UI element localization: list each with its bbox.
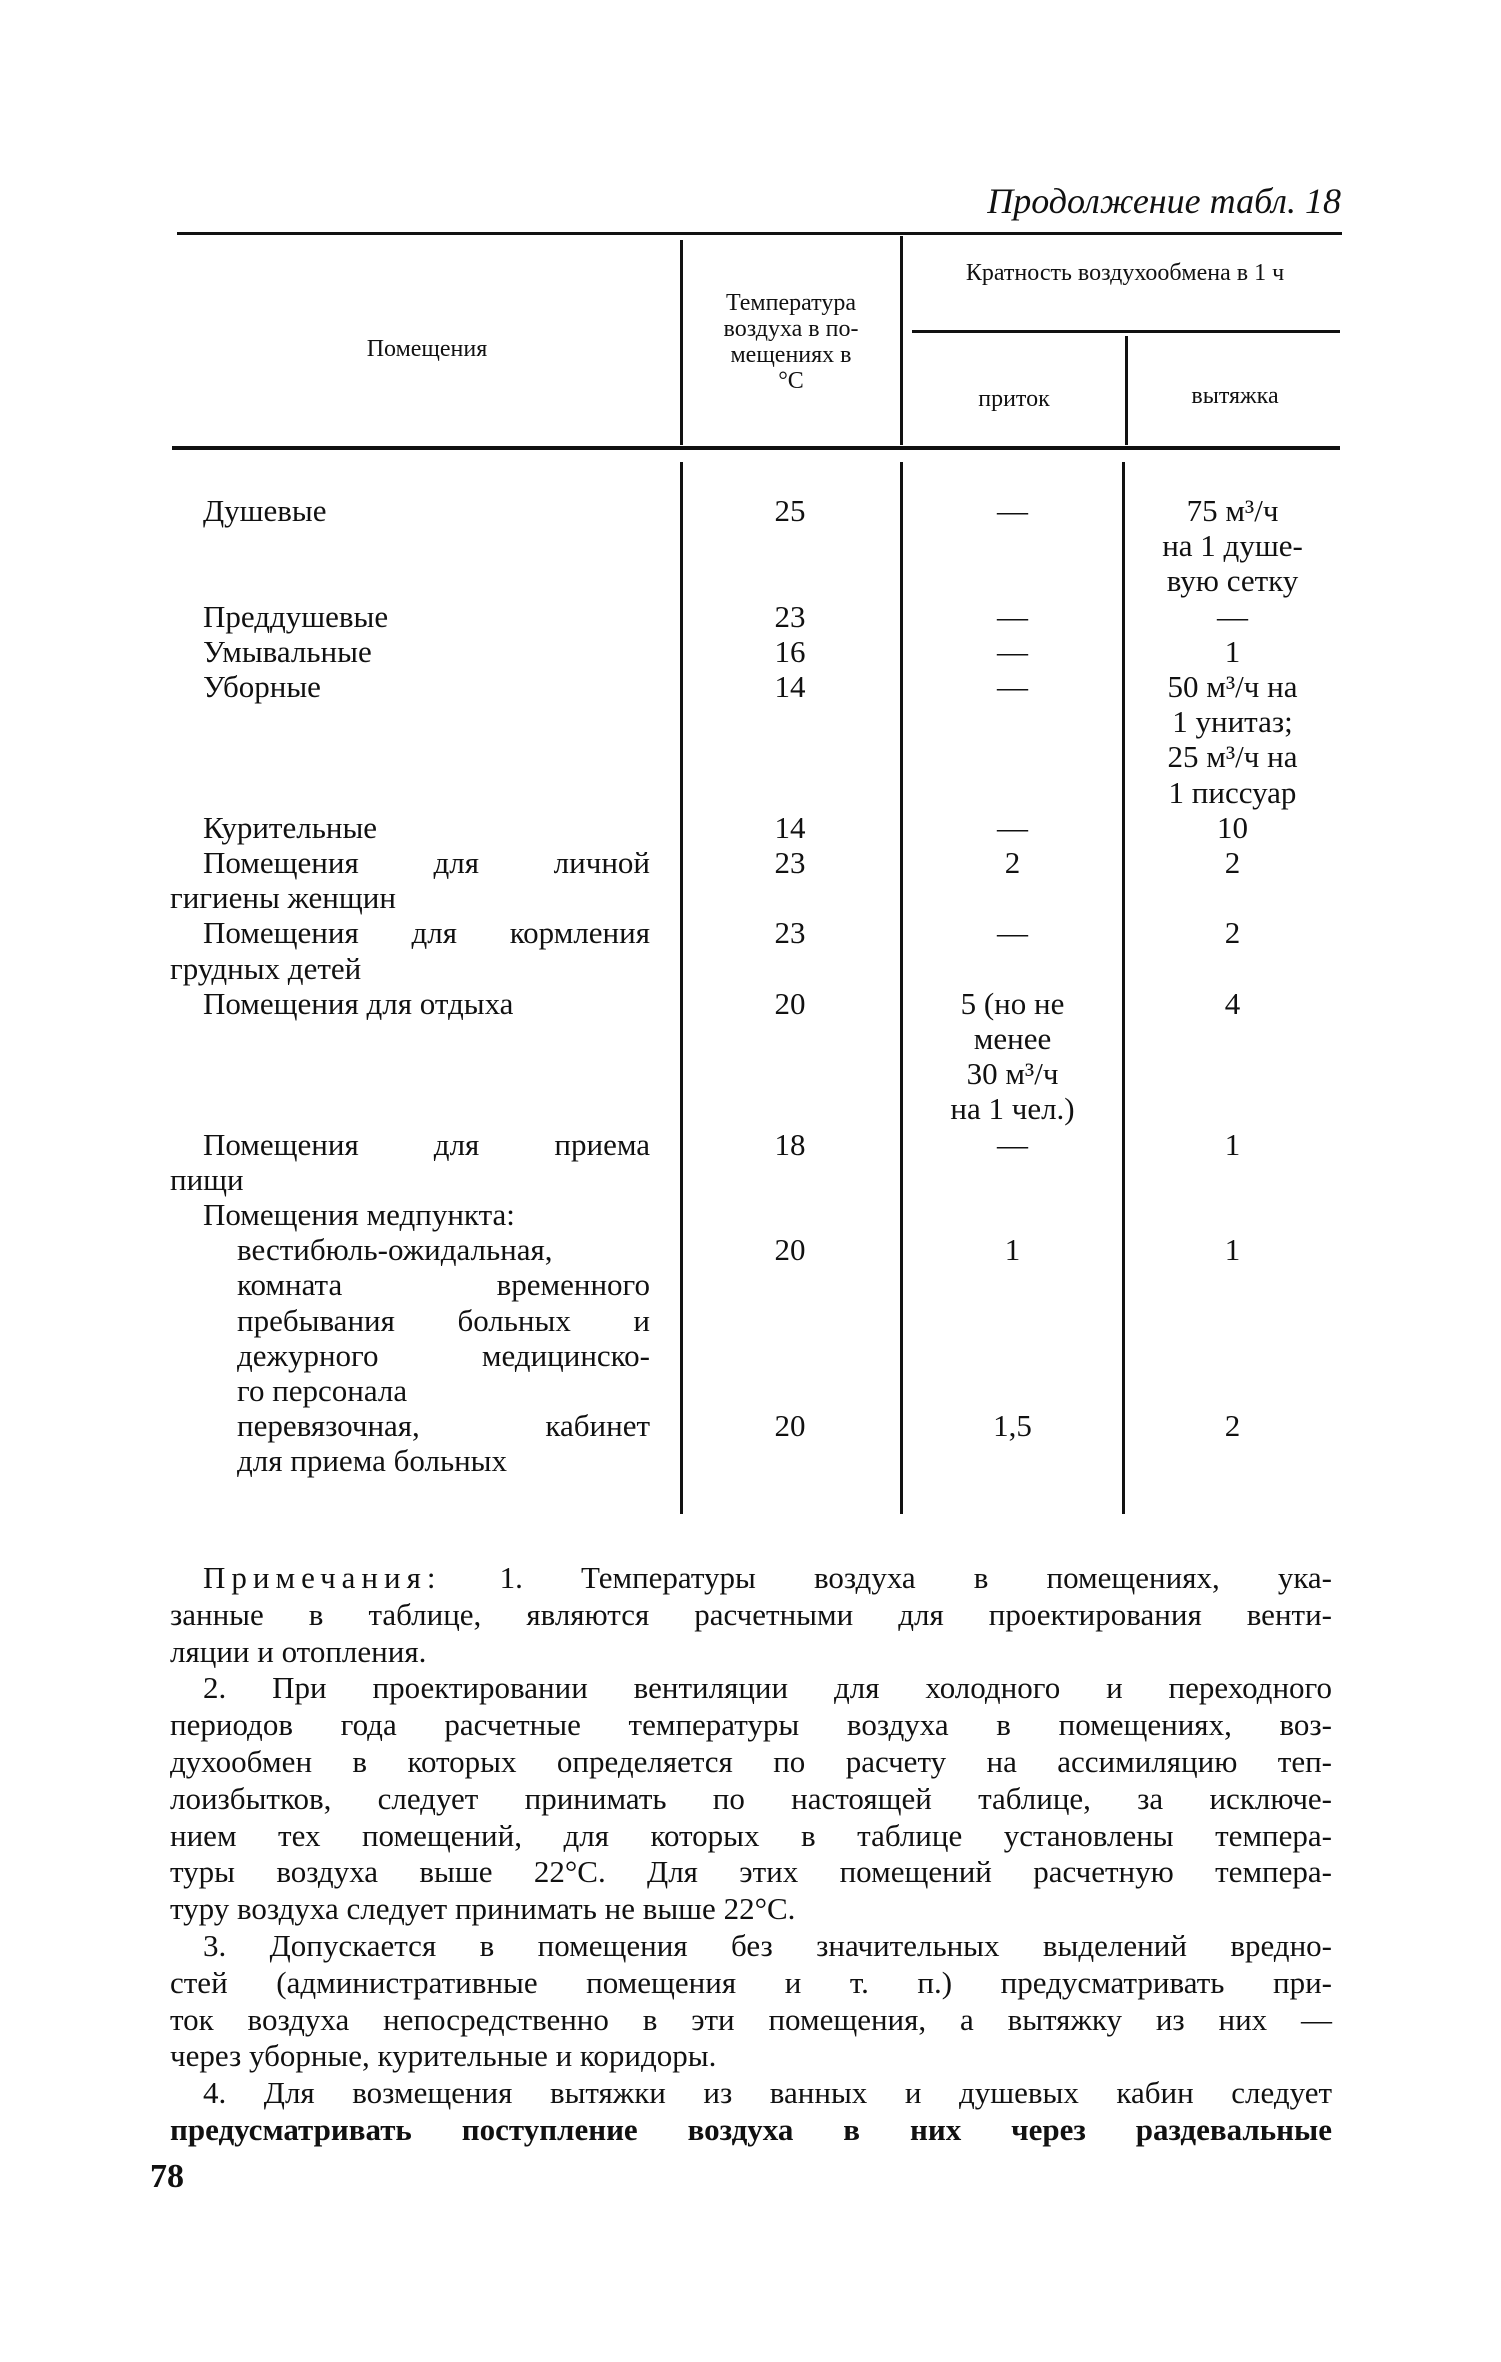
temperature-cell: 18 bbox=[774, 1126, 806, 1162]
supply-cell: — bbox=[997, 915, 1028, 951]
room-name-line: пребывания больных и bbox=[237, 1302, 650, 1338]
note-line: 2. При проектировании вентиляции для холодного и переходного bbox=[203, 1670, 1332, 1706]
header-temperature: Температура воздуха в по- мещениях в °С bbox=[723, 290, 859, 394]
supply-cell: 1,5 bbox=[993, 1408, 1032, 1444]
supply-cell: — bbox=[997, 633, 1028, 669]
room-name-line: Курительные bbox=[203, 809, 378, 845]
note-line: 3. Допускается в помещения без значительных выделений вредно- bbox=[203, 1927, 1332, 1963]
header-bottom-rule bbox=[172, 446, 1340, 450]
note-text: 1. Температуры воздуха в помещениях, ука- bbox=[441, 1560, 1332, 1595]
room-name-line: Помещения для личной bbox=[203, 845, 650, 880]
note-line: предусматривать поступление воздуха в них через раздевальные bbox=[170, 2111, 1332, 2147]
room-name bbox=[170, 599, 650, 634]
room-name bbox=[170, 1408, 650, 1478]
exhaust-cell: 2 bbox=[1224, 1408, 1241, 1444]
table-top-rule bbox=[177, 232, 1342, 235]
room-name-line: грудных детей bbox=[170, 950, 362, 986]
room-name-line: Помещения медпункта: bbox=[203, 1197, 515, 1232]
note-line: стей (административные помещения и т. п.) предусматривать при- bbox=[170, 1964, 1332, 2000]
exhaust-cell: 50 м³/ч на 1 унитаз; 25 м³/ч на 1 писсуар bbox=[1167, 669, 1298, 810]
temperature-cell: 14 bbox=[774, 669, 806, 704]
exhaust-cell: — bbox=[1217, 598, 1248, 634]
room-name-line: Умывальные bbox=[203, 633, 372, 669]
room-name-line: комната временного bbox=[237, 1267, 650, 1303]
note-line: ток воздуха непосредственно в эти помещения, а вытяжку из них — bbox=[170, 2001, 1332, 2037]
room-name bbox=[170, 1127, 650, 1197]
supply-cell: — bbox=[997, 809, 1028, 845]
room-name bbox=[170, 845, 650, 915]
supply-cell: — bbox=[997, 493, 1028, 528]
supply-cell: 5 (но не менее 30 м³/ч на 1 чел.) bbox=[950, 985, 1075, 1127]
room-name bbox=[170, 1232, 650, 1408]
exhaust-cell: 1 bbox=[1224, 633, 1241, 669]
room-name bbox=[170, 493, 650, 528]
subheader-rule bbox=[912, 330, 1340, 333]
room-name-line: го персонала bbox=[237, 1373, 408, 1408]
room-name bbox=[170, 634, 650, 669]
exhaust-cell: 2 bbox=[1224, 845, 1241, 880]
temperature-cell: 14 bbox=[774, 809, 806, 845]
exhaust-cell: 2 bbox=[1224, 915, 1241, 951]
temperature-cell: 23 bbox=[774, 845, 806, 880]
column-divider bbox=[680, 462, 683, 1514]
note-line: лоизбытков, следует принимать по настоящей таблице, за исключе- bbox=[170, 1780, 1332, 1816]
column-divider bbox=[900, 236, 903, 445]
room-name bbox=[170, 915, 650, 985]
room-name-line: пищи bbox=[170, 1161, 244, 1197]
room-name-line: перевязочная, кабинет bbox=[237, 1408, 650, 1444]
note-line: занные в таблице, являются расчетными для проектирования венти- bbox=[170, 1596, 1332, 1632]
column-divider bbox=[1125, 336, 1128, 445]
note-line: туру воздуха следует принимать не выше 22°С. bbox=[170, 1891, 796, 1927]
exhaust-cell: 75 м³/ч на 1 душе- вую сетку bbox=[1162, 493, 1303, 599]
exhaust-cell: 10 bbox=[1217, 809, 1248, 845]
room-name-line: Помещения для кормления bbox=[203, 915, 650, 951]
note-line: периодов года расчетные температуры воздуха в помещениях, воз- bbox=[170, 1707, 1332, 1743]
temperature-cell: 23 bbox=[774, 598, 806, 634]
temperature-cell: 25 bbox=[774, 493, 806, 528]
note-line: 4. Для возмещения вытяжки из ванных и душевых кабин следует bbox=[203, 2075, 1332, 2111]
note-line: через уборные, курительные и коридоры. bbox=[170, 2038, 717, 2074]
column-divider bbox=[900, 462, 903, 1514]
column-divider bbox=[1122, 462, 1125, 1514]
room-name-line: Помещения для приема bbox=[203, 1126, 650, 1162]
room-name-line: дежурного медицинско- bbox=[237, 1337, 650, 1373]
note-line: туры воздуха выше 22°С. Для этих помещений расчетную темпера- bbox=[170, 1854, 1332, 1890]
supply-cell: — bbox=[997, 669, 1028, 704]
room-name-line: Душевые bbox=[203, 493, 327, 528]
header-supply: приток bbox=[978, 386, 1050, 412]
column-divider bbox=[680, 240, 683, 445]
room-name-line: гигиены женщин bbox=[170, 880, 396, 916]
page-number: 78 bbox=[150, 2158, 184, 2195]
temperature-cell: 20 bbox=[774, 1408, 806, 1444]
temperature-cell: 16 bbox=[774, 633, 806, 669]
header-room: Помещения bbox=[366, 336, 488, 362]
exhaust-cell: 1 bbox=[1224, 1126, 1241, 1162]
note-line: нием тех помещений, для которых в таблице установлены темпера- bbox=[170, 1817, 1332, 1853]
supply-cell: — bbox=[997, 1126, 1028, 1162]
exhaust-cell: 4 bbox=[1224, 985, 1241, 1021]
header-exhaust: вытяжка bbox=[1191, 383, 1279, 409]
note-line: духообмен в которых определяется по расчету на ассимиляцию теп- bbox=[170, 1743, 1332, 1779]
room-name-line: Помещения для отдыха bbox=[203, 985, 514, 1021]
room-name bbox=[170, 1197, 650, 1232]
room-name-line: Уборные bbox=[203, 669, 321, 704]
header-air-exchange: Кратность воздухообмена в 1 ч bbox=[965, 260, 1285, 286]
temperature-cell: 23 bbox=[774, 915, 806, 951]
room-name-line: Преддушевые bbox=[203, 598, 389, 634]
notes bbox=[170, 1560, 1332, 2149]
supply-cell: 2 bbox=[1004, 845, 1021, 880]
table-caption: Продолжение табл. 18 bbox=[987, 181, 1341, 221]
room-name bbox=[170, 810, 650, 845]
supply-cell: — bbox=[997, 598, 1028, 634]
room-name-line: для приема больных bbox=[237, 1443, 507, 1479]
note-line: ляции и отопления. bbox=[170, 1633, 427, 1669]
room-name bbox=[170, 986, 650, 1021]
room-name-line: вестибюль-ожидальная, bbox=[237, 1232, 553, 1268]
exhaust-cell: 1 bbox=[1224, 1232, 1241, 1268]
notes-label: Примечания: bbox=[203, 1560, 442, 1595]
temperature-cell: 20 bbox=[774, 1232, 806, 1268]
supply-cell: 1 bbox=[1004, 1232, 1021, 1268]
room-name bbox=[170, 669, 650, 704]
temperature-cell: 20 bbox=[774, 985, 806, 1021]
note-line bbox=[170, 1560, 1332, 1597]
